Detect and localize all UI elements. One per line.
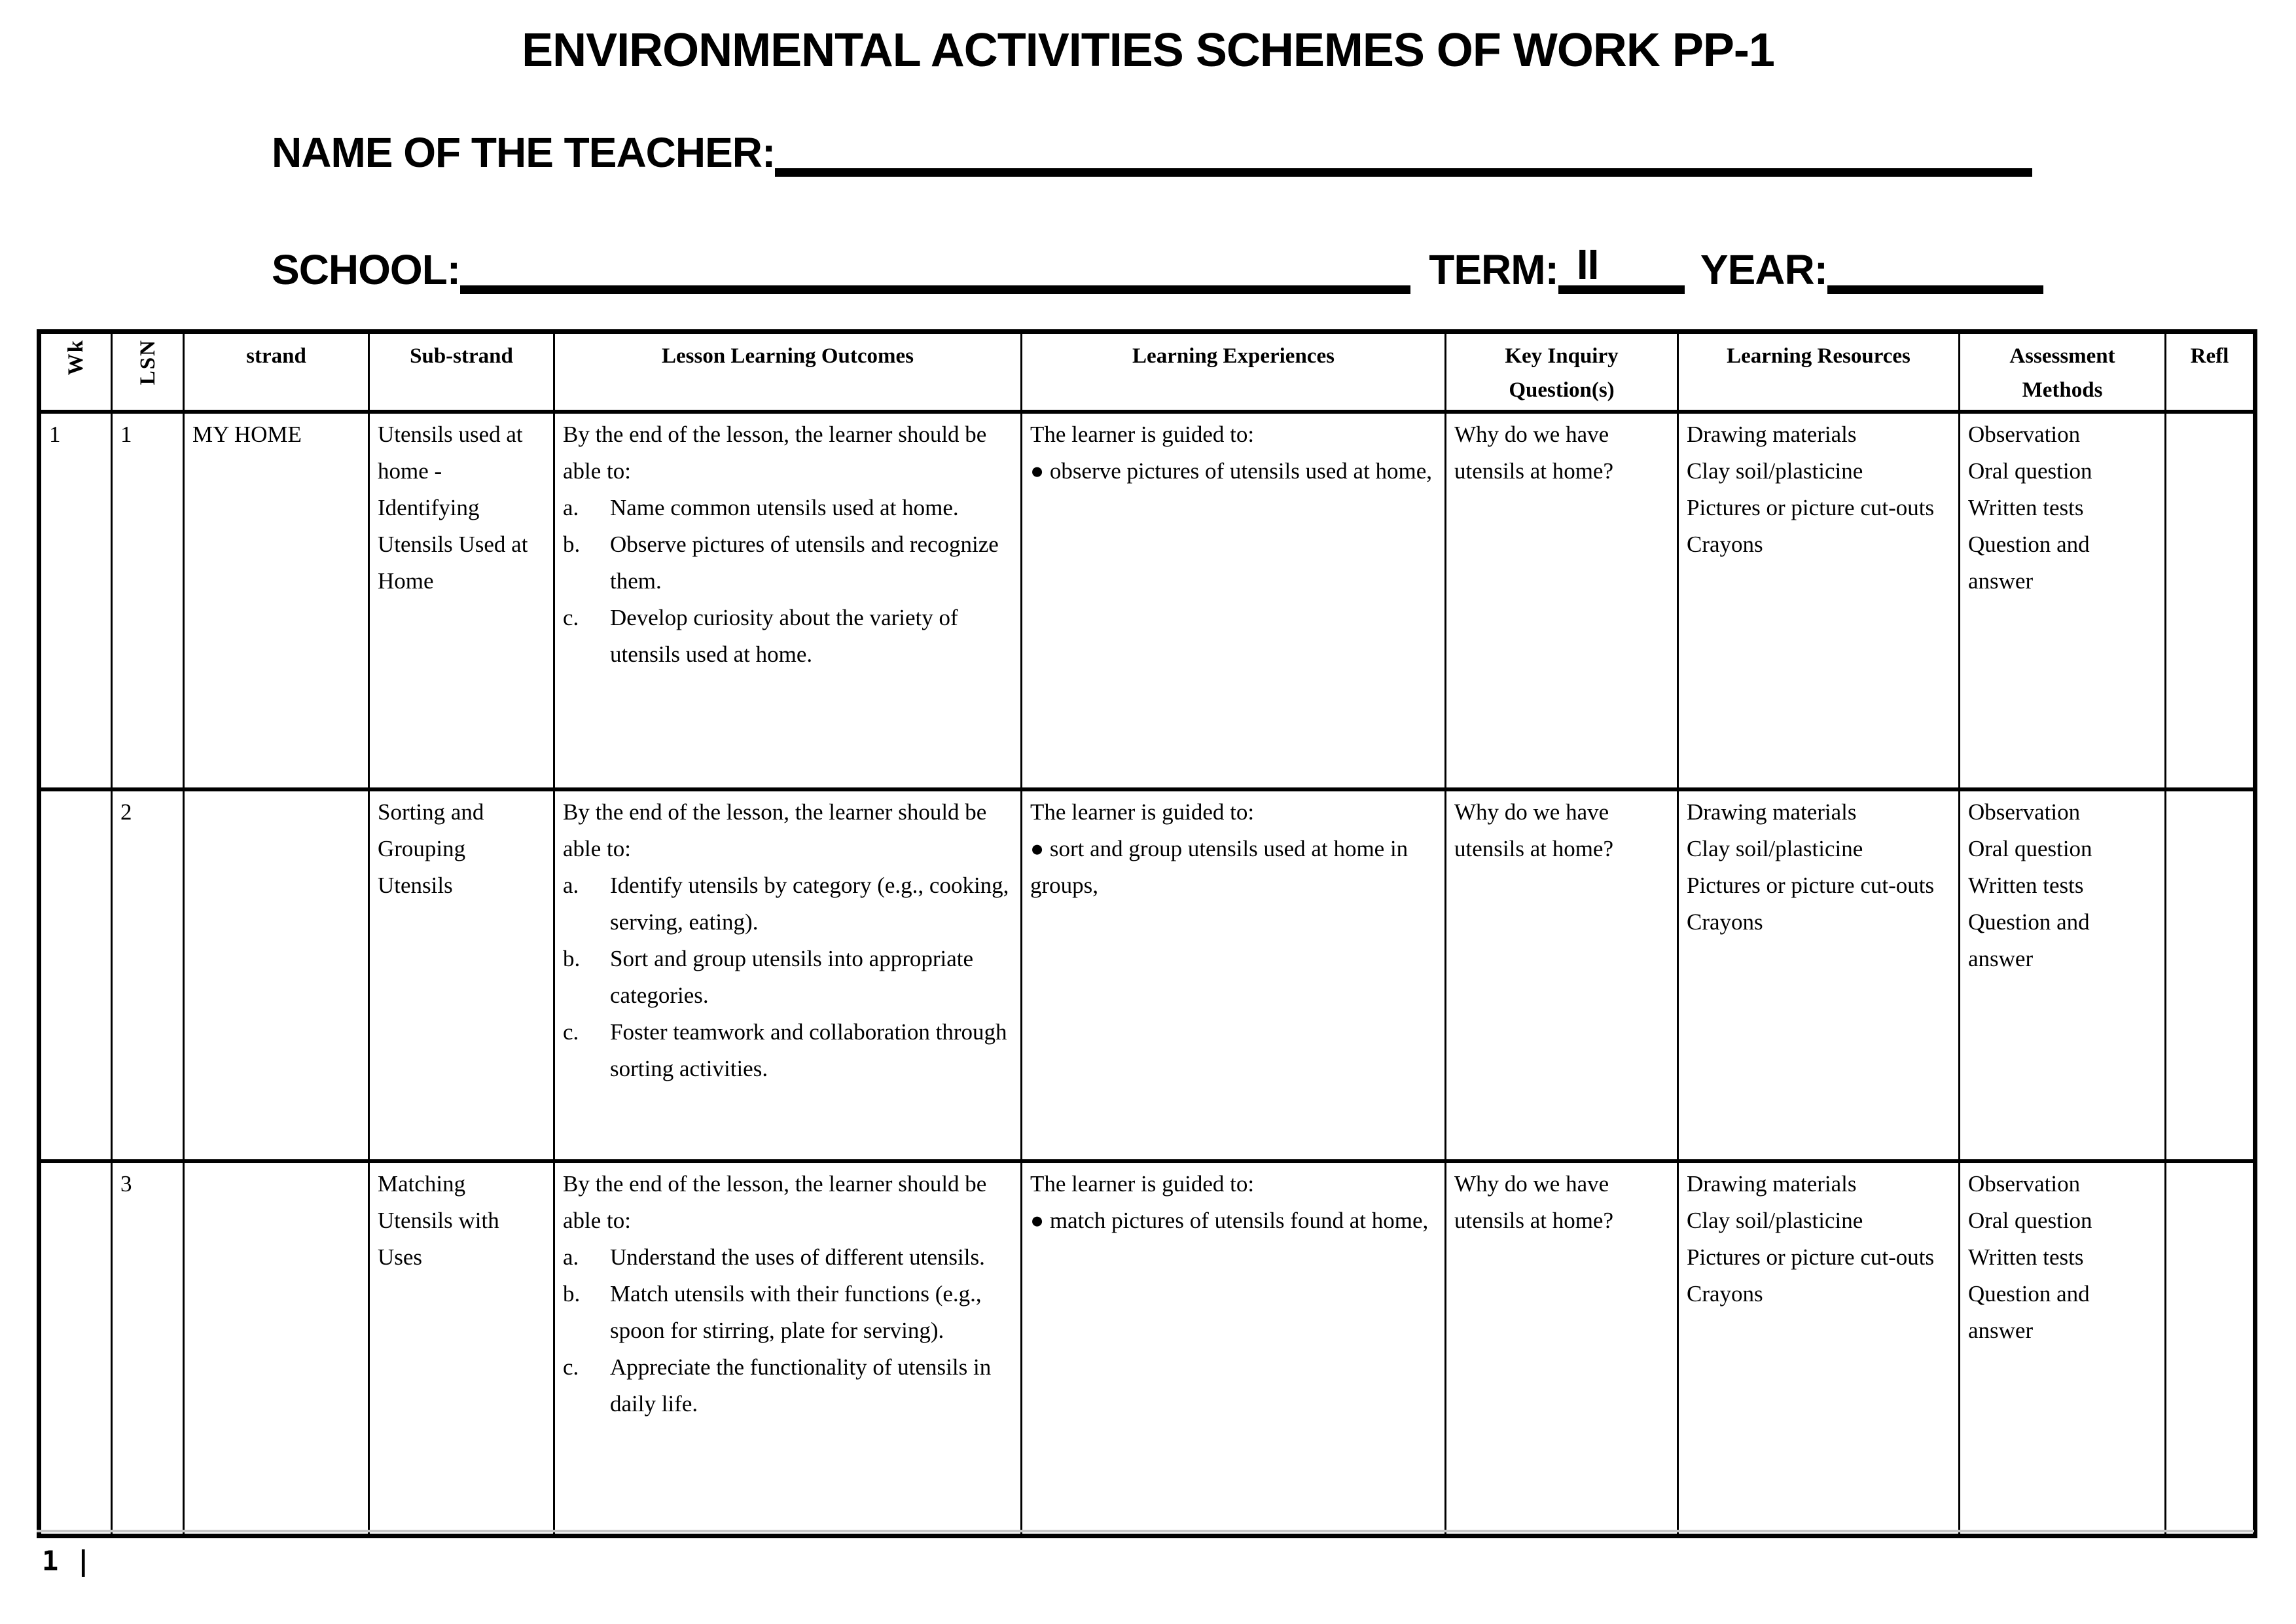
- cell-experiences: [1022, 1161, 1446, 1536]
- page-number: 1 |: [42, 1545, 92, 1577]
- outcomes-intro: By the end of the lesson, the learner should be able to:: [563, 1171, 987, 1233]
- schemes-of-work-table: [37, 329, 2257, 1538]
- page-title: ENVIRONMENTAL ACTIVITIES SCHEMES OF WORK PP-1: [522, 24, 1774, 77]
- cell-outcomes: [554, 412, 1022, 789]
- cell-resources: [1678, 789, 1960, 1161]
- cell-wk: [39, 1161, 112, 1536]
- cell-wk: [39, 789, 112, 1161]
- cell-substrand: Matching Utensils with Uses: [369, 1161, 554, 1536]
- col-header-resources: Learning Resources: [1678, 332, 1960, 412]
- table-row: [39, 1161, 2255, 1536]
- resource-item: Clay soil/plasticine: [1687, 1208, 1863, 1233]
- assessment-item: Written tests: [1968, 1244, 2084, 1270]
- term-value: II: [1558, 244, 1685, 294]
- cell-experiences: [1022, 789, 1446, 1161]
- cell-resources: [1678, 1161, 1960, 1536]
- experiences-intro: The learner is guided to:: [1030, 1171, 1255, 1197]
- experience-item: ● match pictures of utensils found at home,: [1030, 1208, 1429, 1233]
- bullet-icon: ●: [1030, 836, 1045, 861]
- cell-experiences: [1022, 412, 1446, 789]
- resource-item: Clay soil/plasticine: [1687, 458, 1863, 484]
- cell-assessment: [1960, 412, 2166, 789]
- cell-refl: [2166, 412, 2255, 789]
- col-header-wk: [39, 332, 112, 412]
- table-header-row: [39, 332, 2255, 412]
- outcome-item: a. Name common utensils used at home.: [563, 495, 959, 520]
- resource-item: Pictures or picture cut-outs: [1687, 1244, 1935, 1270]
- assessment-item: Written tests: [1968, 873, 2084, 898]
- term-label: TERM:: [1429, 246, 1558, 293]
- col-header-lsn: [112, 332, 184, 412]
- resource-item: Crayons: [1687, 909, 1763, 935]
- cell-lsn: 2: [112, 789, 184, 1161]
- assessment-item: Written tests: [1968, 495, 2084, 520]
- school-label: SCHOOL:: [272, 246, 461, 293]
- footer-divider: [37, 1530, 2254, 1532]
- bullet-icon: ●: [1030, 1208, 1045, 1233]
- table-row: [39, 789, 2255, 1161]
- assessment-item: Question and answer: [1968, 532, 2090, 594]
- cell-strand: [184, 789, 369, 1161]
- outcome-item: b. Observe pictures of utensils and recognize them.: [563, 532, 999, 594]
- resource-item: Drawing materials: [1687, 799, 1857, 825]
- cell-outcomes: [554, 1161, 1022, 1536]
- outcome-item: a. Identify utensils by category (e.g., cooking, serving, eating).: [563, 873, 1009, 935]
- assessment-item: Oral question: [1968, 836, 2092, 861]
- cell-key-inquiry: Why do we have utensils at home?: [1446, 412, 1678, 789]
- teacher-name-line: [272, 128, 2032, 177]
- assessment-item: Oral question: [1968, 1208, 2092, 1233]
- cell-substrand: Utensils used at home - Identifying Utensils Used at Home: [369, 412, 554, 789]
- outcomes-intro: By the end of the lesson, the learner should be able to:: [563, 799, 987, 861]
- cell-substrand: Sorting and Grouping Utensils: [369, 789, 554, 1161]
- outcome-item: a. Understand the uses of different utensils.: [563, 1244, 985, 1270]
- col-header-outcomes: Lesson Learning Outcomes: [554, 332, 1022, 412]
- resource-item: Clay soil/plasticine: [1687, 836, 1863, 861]
- assessment-item: Oral question: [1968, 458, 2092, 484]
- table-row: [39, 412, 2255, 789]
- year-underline: [1827, 275, 2043, 294]
- assessment-item: Observation: [1968, 422, 2081, 447]
- resource-item: Pictures or picture cut-outs: [1687, 873, 1935, 898]
- experiences-intro: The learner is guided to:: [1030, 799, 1255, 825]
- col-header-experiences: Learning Experiences: [1022, 332, 1446, 412]
- year-label: YEAR:: [1700, 246, 1827, 293]
- cell-lsn: 1: [112, 412, 184, 789]
- cell-resources: [1678, 412, 1960, 789]
- assessment-item: Question and answer: [1968, 909, 2090, 971]
- cell-wk: 1: [39, 412, 112, 789]
- teacher-name-underline: [775, 158, 2032, 177]
- cell-key-inquiry: Why do we have utensils at home?: [1446, 789, 1678, 1161]
- cell-strand: [184, 1161, 369, 1536]
- col-header-lsn-label: LSN: [135, 339, 160, 386]
- resource-item: Crayons: [1687, 1281, 1763, 1307]
- school-underline: [460, 275, 1410, 294]
- outcome-item: b. Sort and group utensils into appropriate categories.: [563, 946, 974, 1008]
- resource-item: Drawing materials: [1687, 1171, 1857, 1197]
- cell-outcomes: [554, 789, 1022, 1161]
- col-header-key-inquiry: Key Inquiry Question(s): [1446, 332, 1678, 412]
- resource-item: Crayons: [1687, 532, 1763, 557]
- cell-lsn: 3: [112, 1161, 184, 1536]
- cell-refl: [2166, 1161, 2255, 1536]
- school-term-year-line: [272, 241, 2043, 294]
- experience-item: ● observe pictures of utensils used at home,: [1030, 458, 1433, 484]
- col-header-refl: Refl: [2166, 332, 2255, 412]
- col-header-wk-label: Wk: [64, 339, 88, 376]
- resource-item: Drawing materials: [1687, 422, 1857, 447]
- assessment-item: Question and answer: [1968, 1281, 2090, 1343]
- assessment-item: Observation: [1968, 799, 2081, 825]
- col-header-assessment: Assessment Methods: [1960, 332, 2166, 412]
- experience-item: ● sort and group utensils used at home in groups,: [1030, 836, 1408, 898]
- teacher-name-label: NAME OF THE TEACHER:: [272, 129, 776, 176]
- outcome-item: b. Match utensils with their functions (e.g., spoon for stirring, plate for serving).: [563, 1281, 982, 1343]
- cell-assessment: [1960, 789, 2166, 1161]
- outcome-item: c. Develop curiosity about the variety of utensils used at home.: [563, 605, 958, 667]
- col-header-substrand: Sub-strand: [369, 332, 554, 412]
- col-header-strand: strand: [184, 332, 369, 412]
- bullet-icon: ●: [1030, 458, 1045, 484]
- outcome-item: c. Appreciate the functionality of utensils in daily life.: [563, 1354, 992, 1416]
- cell-assessment: [1960, 1161, 2166, 1536]
- assessment-item: Observation: [1968, 1171, 2081, 1197]
- cell-strand: MY HOME: [184, 412, 369, 789]
- cell-key-inquiry: Why do we have utensils at home?: [1446, 1161, 1678, 1536]
- cell-refl: [2166, 789, 2255, 1161]
- resource-item: Pictures or picture cut-outs: [1687, 495, 1935, 520]
- experiences-intro: The learner is guided to:: [1030, 422, 1255, 447]
- outcome-item: c. Foster teamwork and collaboration through sorting activities.: [563, 1019, 1007, 1081]
- outcomes-intro: By the end of the lesson, the learner should be able to:: [563, 422, 987, 484]
